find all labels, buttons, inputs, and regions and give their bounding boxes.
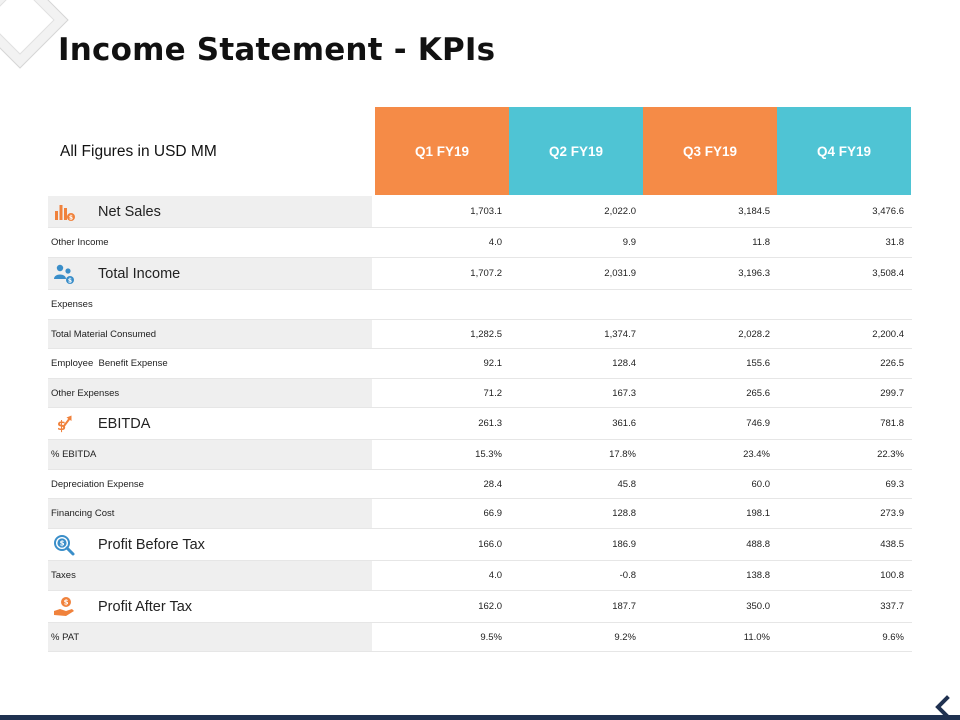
table-row-pct-ebitda bbox=[48, 440, 912, 470]
row-label: Total Income bbox=[98, 265, 181, 282]
row-label: Taxes bbox=[48, 561, 372, 590]
svg-text:$: $ bbox=[57, 418, 67, 434]
value-q2: 2,031.9 bbox=[604, 268, 636, 279]
table-row-ebitda bbox=[48, 408, 912, 440]
page-title: Income Statement - KPIs bbox=[58, 32, 496, 68]
row-label-cell bbox=[48, 408, 372, 439]
value-q3: 11.8 bbox=[752, 237, 770, 248]
table-row-net-sales bbox=[48, 196, 912, 228]
value-q2: 186.9 bbox=[612, 539, 636, 550]
value-q3: 265.6 bbox=[746, 387, 770, 399]
row-label-cell bbox=[48, 591, 372, 622]
row-label: EBITDA bbox=[98, 415, 151, 432]
table-row-pct-pat bbox=[48, 623, 912, 652]
header-q4: Q4 FY19 bbox=[777, 107, 911, 195]
row-label: Financing Cost bbox=[48, 499, 372, 528]
value-q4: 100.8 bbox=[880, 570, 904, 581]
hand-coin-icon bbox=[52, 595, 76, 619]
value-q1: 28.4 bbox=[483, 478, 502, 490]
value-q2: 45.8 bbox=[617, 478, 636, 490]
header-q1: Q1 FY19 bbox=[375, 107, 509, 195]
header-q3: Q3 FY19 bbox=[643, 107, 777, 195]
header-q2: Q2 FY19 bbox=[509, 107, 643, 195]
magnifier-dollar-icon bbox=[52, 533, 76, 557]
value-q2: 128.8 bbox=[612, 508, 636, 519]
value-q1: 15.3% bbox=[475, 449, 502, 460]
value-q1: 166.0 bbox=[478, 539, 502, 550]
value-q2: 2,022.0 bbox=[604, 206, 636, 217]
row-label-cell bbox=[48, 529, 372, 560]
value-q4: 299.7 bbox=[880, 387, 904, 399]
value-q2: 9.2% bbox=[614, 631, 636, 643]
value-q4: 3,476.6 bbox=[872, 206, 904, 217]
table-row-expenses bbox=[48, 290, 912, 320]
table-row-financing-cost bbox=[48, 499, 912, 529]
value-q3: 2,028.2 bbox=[738, 328, 770, 340]
value-q2: 128.4 bbox=[612, 358, 636, 369]
value-q2: -0.8 bbox=[619, 570, 636, 581]
value-q2: 187.7 bbox=[612, 601, 636, 612]
value-q4: 226.5 bbox=[880, 358, 904, 369]
footer-bar bbox=[0, 715, 960, 720]
value-q4: 2,200.4 bbox=[872, 328, 904, 340]
bar-chart-dollar-icon bbox=[52, 200, 76, 224]
row-label: Other Income bbox=[51, 237, 109, 248]
value-q1: 1,707.2 bbox=[470, 268, 502, 279]
row-label: Net Sales bbox=[98, 203, 161, 220]
svg-text:$: $ bbox=[63, 598, 69, 607]
chevron-left-icon[interactable] bbox=[930, 694, 956, 720]
row-label: Other Expenses bbox=[48, 379, 372, 407]
table-row-other-expenses bbox=[48, 379, 912, 408]
value-q3: 350.0 bbox=[746, 601, 770, 612]
row-label: Employee Benefit Expense bbox=[51, 358, 168, 369]
value-q4: 69.3 bbox=[885, 478, 904, 490]
value-q3: 155.6 bbox=[746, 358, 770, 369]
value-q1: 162.0 bbox=[478, 601, 502, 612]
row-label: % EBITDA bbox=[48, 440, 372, 469]
svg-text:$: $ bbox=[68, 214, 74, 221]
row-label: % PAT bbox=[48, 623, 372, 651]
table-row-depreciation bbox=[48, 470, 912, 499]
value-q3: 198.1 bbox=[746, 508, 770, 519]
value-q1: 66.9 bbox=[483, 508, 502, 519]
value-q1: 9.5% bbox=[480, 631, 502, 643]
value-q4: 438.5 bbox=[880, 539, 904, 550]
value-q1: 92.1 bbox=[483, 358, 502, 369]
value-q4: 3,508.4 bbox=[872, 268, 904, 279]
row-label: Profit After Tax bbox=[98, 598, 193, 615]
table-row-profit-after-tax bbox=[48, 591, 912, 623]
value-q4: 9.6% bbox=[882, 631, 904, 643]
row-label: Expenses bbox=[51, 299, 93, 310]
value-q2: 17.8% bbox=[609, 449, 636, 460]
value-q3: 488.8 bbox=[746, 539, 770, 550]
value-q4: 31.8 bbox=[885, 237, 904, 248]
value-q3: 746.9 bbox=[746, 418, 770, 429]
svg-text:$: $ bbox=[59, 539, 65, 548]
table-row-employee-benefit bbox=[48, 349, 912, 379]
value-q2: 361.6 bbox=[612, 418, 636, 429]
value-q3: 60.0 bbox=[751, 478, 770, 490]
value-q3: 23.4% bbox=[743, 449, 770, 460]
value-q1: 71.2 bbox=[483, 387, 502, 399]
value-q1: 1,282.5 bbox=[470, 328, 502, 340]
table-row-total-income bbox=[48, 258, 912, 290]
table-row-other-income bbox=[48, 228, 912, 258]
value-q2: 1,374.7 bbox=[604, 328, 636, 340]
value-q4: 337.7 bbox=[880, 601, 904, 612]
value-q1: 261.3 bbox=[478, 418, 502, 429]
row-label-cell bbox=[48, 258, 372, 289]
value-q4: 781.8 bbox=[880, 418, 904, 429]
value-q4: 22.3% bbox=[877, 449, 904, 460]
figures-unit-label: All Figures in USD MM bbox=[60, 143, 217, 160]
value-q4: 273.9 bbox=[880, 508, 904, 519]
value-q1: 1,703.1 bbox=[470, 206, 502, 217]
row-label-cell bbox=[48, 196, 372, 227]
row-label: Total Material Consumed bbox=[48, 320, 372, 348]
value-q3: 11.0% bbox=[743, 631, 770, 643]
value-q2: 167.3 bbox=[612, 387, 636, 399]
value-q1: 4.0 bbox=[488, 570, 502, 581]
row-label: Depreciation Expense bbox=[51, 478, 144, 490]
value-q3: 138.8 bbox=[746, 570, 770, 581]
people-dollar-icon bbox=[52, 262, 76, 286]
value-q3: 3,196.3 bbox=[738, 268, 770, 279]
svg-text:$: $ bbox=[67, 277, 73, 284]
table-row-profit-before-tax bbox=[48, 529, 912, 561]
dollar-arrow-icon bbox=[52, 412, 76, 436]
table-row-total-material bbox=[48, 320, 912, 349]
value-q1: 4.0 bbox=[488, 237, 502, 248]
table-row-taxes bbox=[48, 561, 912, 591]
value-q3: 3,184.5 bbox=[738, 206, 770, 217]
row-label: Profit Before Tax bbox=[98, 536, 205, 553]
value-q2: 9.9 bbox=[622, 237, 636, 248]
